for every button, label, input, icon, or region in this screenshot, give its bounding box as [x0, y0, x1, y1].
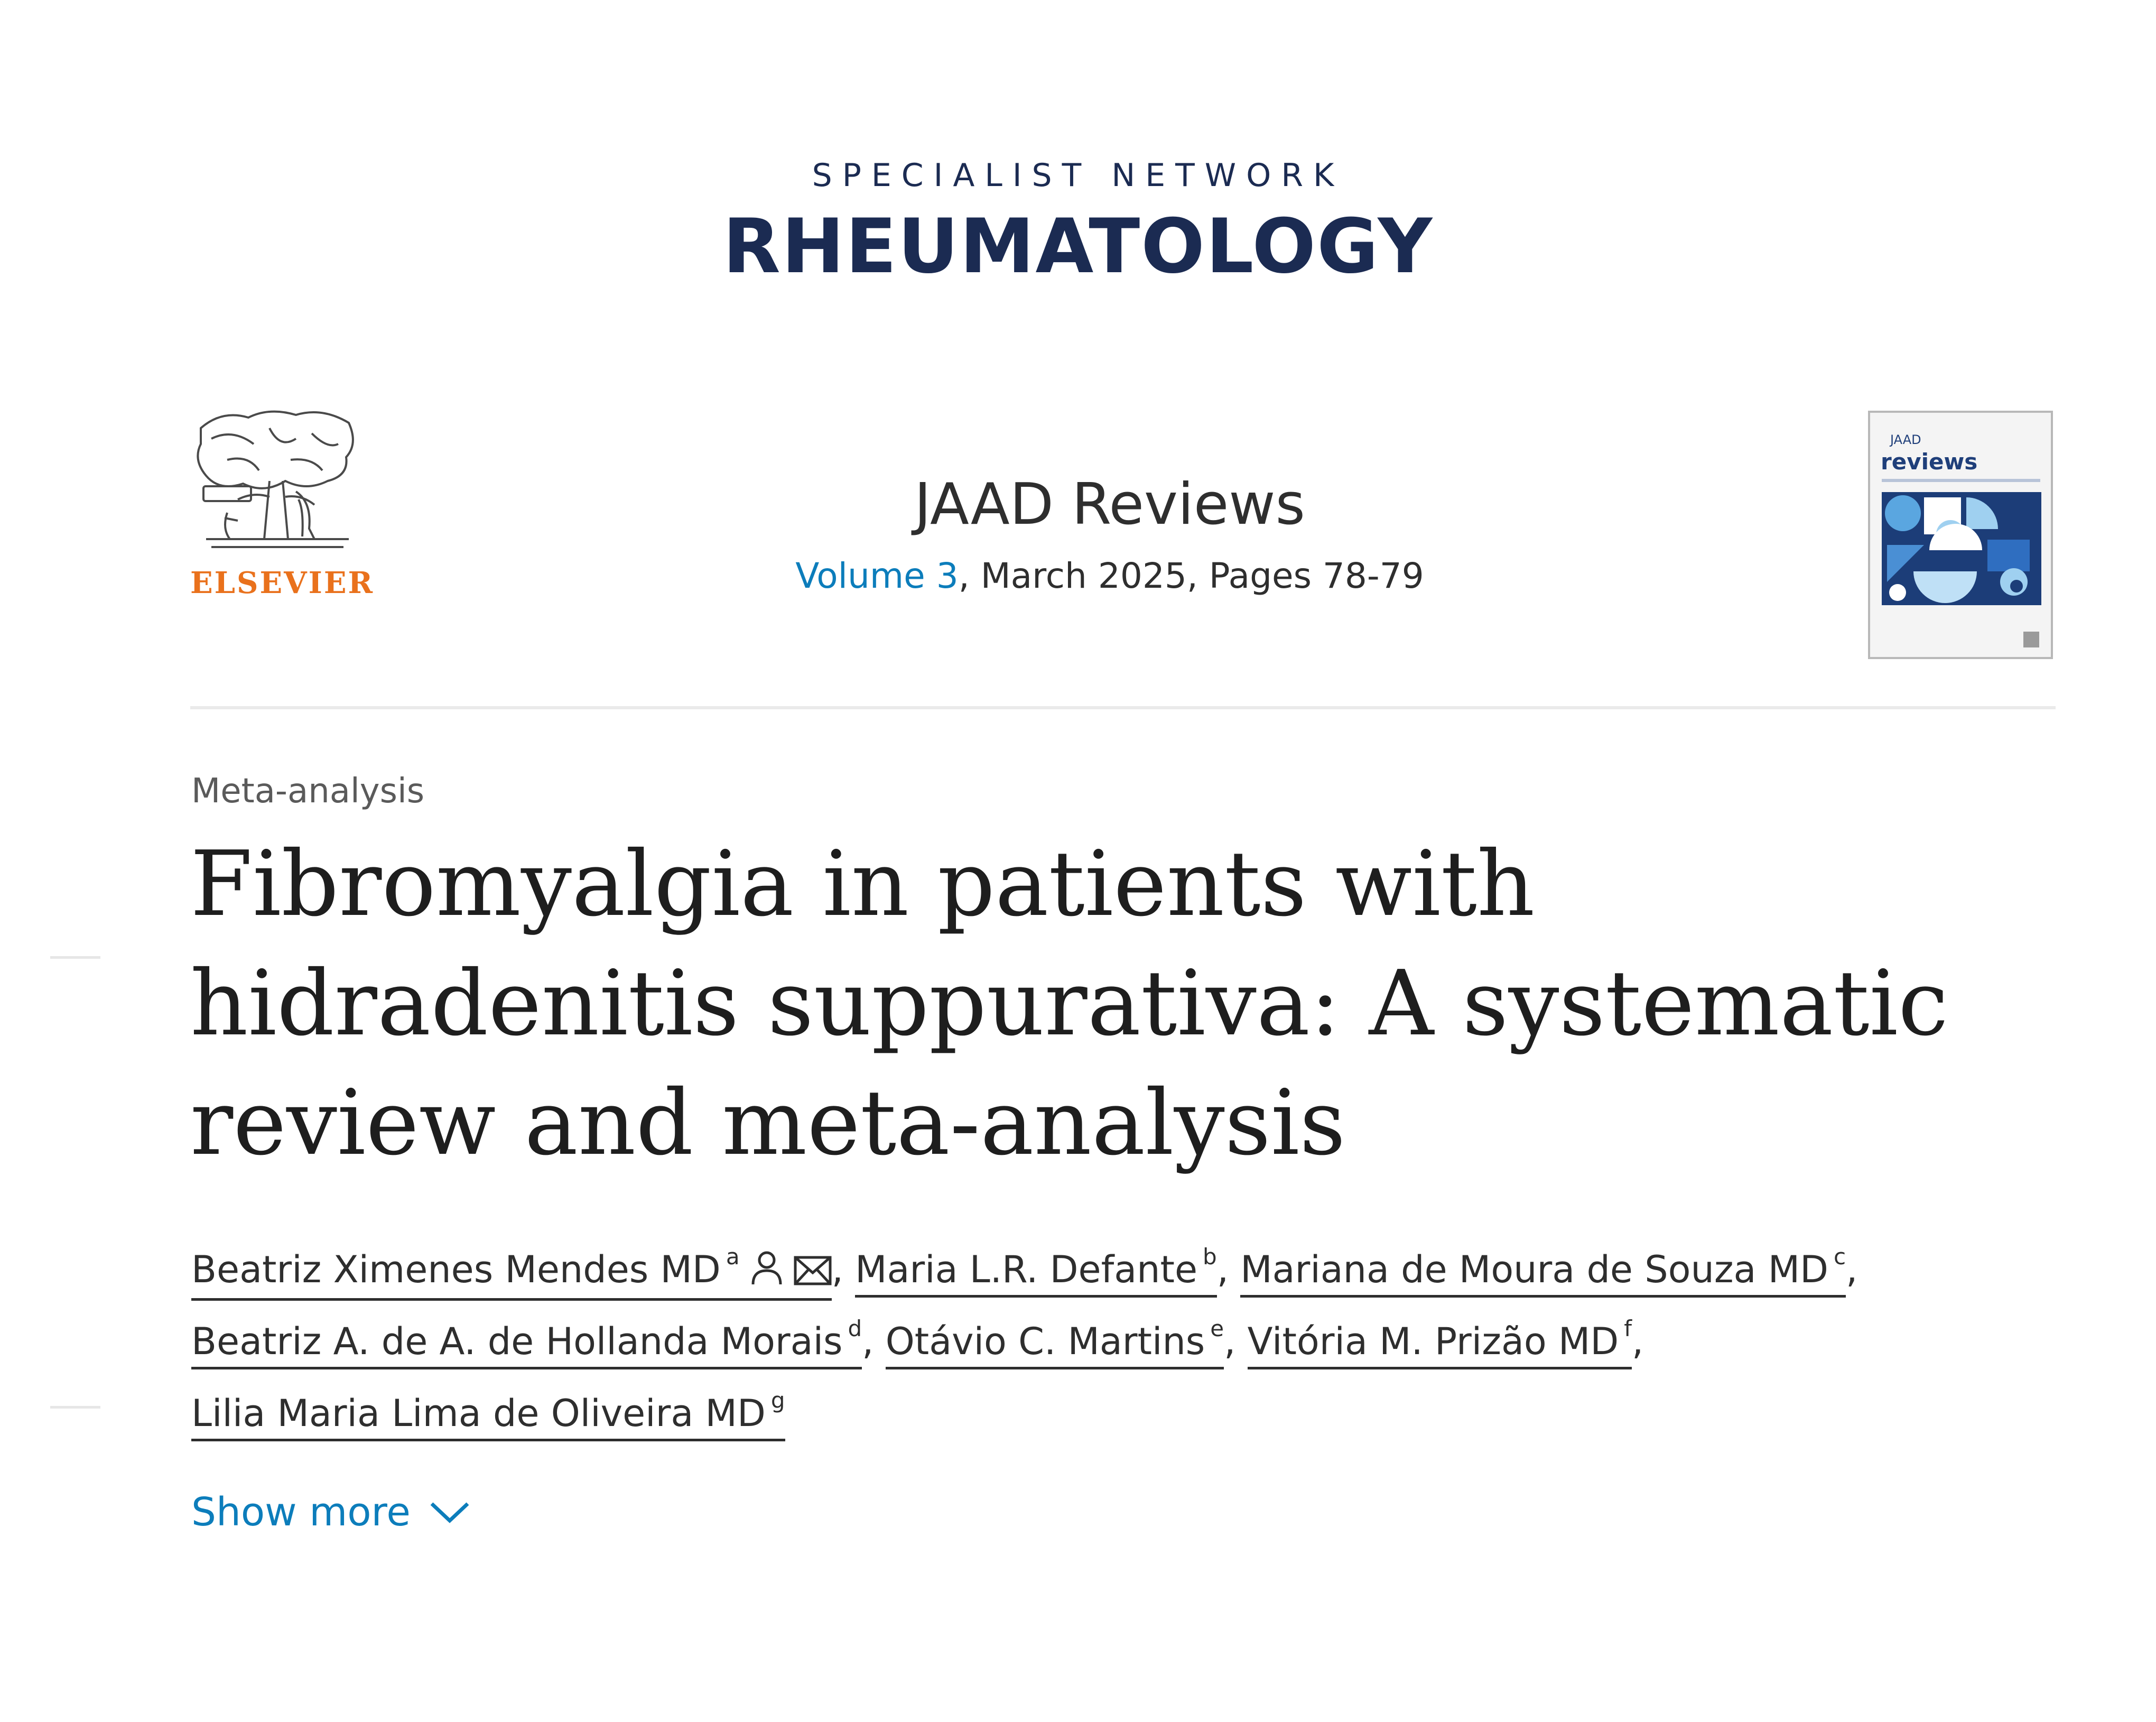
cover-subtitle-line [1882, 479, 2040, 482]
publisher-mini-logo-icon [2023, 632, 2039, 647]
cover-title [1881, 429, 1977, 473]
affiliation-marker: a [726, 1244, 740, 1270]
journal-cover-thumbnail[interactable] [1868, 411, 2053, 659]
author-link[interactable] [191, 1303, 862, 1369]
author-link[interactable] [855, 1232, 1217, 1298]
issue-info [528, 555, 1691, 597]
network-header [0, 156, 2156, 292]
affiliation-marker: d [848, 1316, 862, 1341]
envelope-icon[interactable] [794, 1247, 832, 1298]
cover-title-text: reviews [1881, 449, 1978, 475]
author-separator: , [1224, 1320, 1236, 1363]
author-link[interactable] [1240, 1232, 1846, 1298]
author-name: Mariana de Moura de Souza MD [1240, 1248, 1829, 1291]
article-type: Meta-analysis [191, 772, 425, 811]
affiliation-marker: e [1210, 1316, 1224, 1341]
chevron-down-icon [429, 1499, 471, 1525]
issue-details: , March 2025, Pages 78-79 [958, 556, 1424, 596]
elsevier-logo[interactable] [190, 407, 375, 603]
author-separator: , [1632, 1320, 1644, 1363]
elsevier-wordmark: ELSEVIER [190, 566, 375, 600]
volume-link[interactable]: Volume 3 [795, 556, 959, 596]
side-marker [50, 956, 100, 959]
cover-small-label: JAAD [1890, 432, 1921, 447]
article-title: Fibromyalgia in patients with hidradenitis suppurativa: A systematic review and meta-analysis [190, 832, 1949, 1175]
journal-header [528, 470, 1691, 597]
person-icon[interactable] [750, 1247, 783, 1298]
author-link[interactable] [886, 1303, 1224, 1369]
affiliation-marker: c [1834, 1244, 1846, 1270]
author-name: Vitória M. Prizão MD [1247, 1320, 1619, 1363]
affiliation-marker: g [770, 1387, 785, 1413]
affiliation-marker: b [1203, 1244, 1217, 1270]
journal-title-link[interactable]: JAAD Reviews [914, 471, 1305, 538]
author-name: Maria L.R. Defante [855, 1248, 1198, 1291]
author-link[interactable] [191, 1375, 785, 1441]
author-link[interactable] [191, 1232, 832, 1301]
elsevier-tree-icon [190, 407, 359, 560]
show-more-button[interactable] [191, 1489, 471, 1535]
author-name: Lilia Maria Lima de Oliveira MD [191, 1392, 766, 1435]
show-more-label: Show more [191, 1489, 411, 1535]
network-brand: RHEUMATOLOGY [722, 203, 1434, 290]
author-list [191, 1232, 2073, 1447]
author-name: Beatriz Ximenes Mendes MD [191, 1248, 721, 1291]
author-name: Otávio C. Martins [885, 1320, 1205, 1363]
side-marker [50, 1406, 100, 1409]
author-link[interactable] [1248, 1303, 1632, 1369]
network-kicker: SPECIALIST NETWORK [812, 157, 1344, 194]
author-separator: , [1846, 1248, 1858, 1291]
affiliation-marker: f [1624, 1316, 1632, 1341]
header-divider [190, 706, 2056, 709]
author-separator: , [1216, 1248, 1229, 1291]
cover-artwork [1882, 492, 2041, 605]
author-name: Beatriz A. de A. de Hollanda Morais [191, 1320, 843, 1363]
author-separator: , [831, 1248, 843, 1291]
author-separator: , [862, 1320, 874, 1363]
